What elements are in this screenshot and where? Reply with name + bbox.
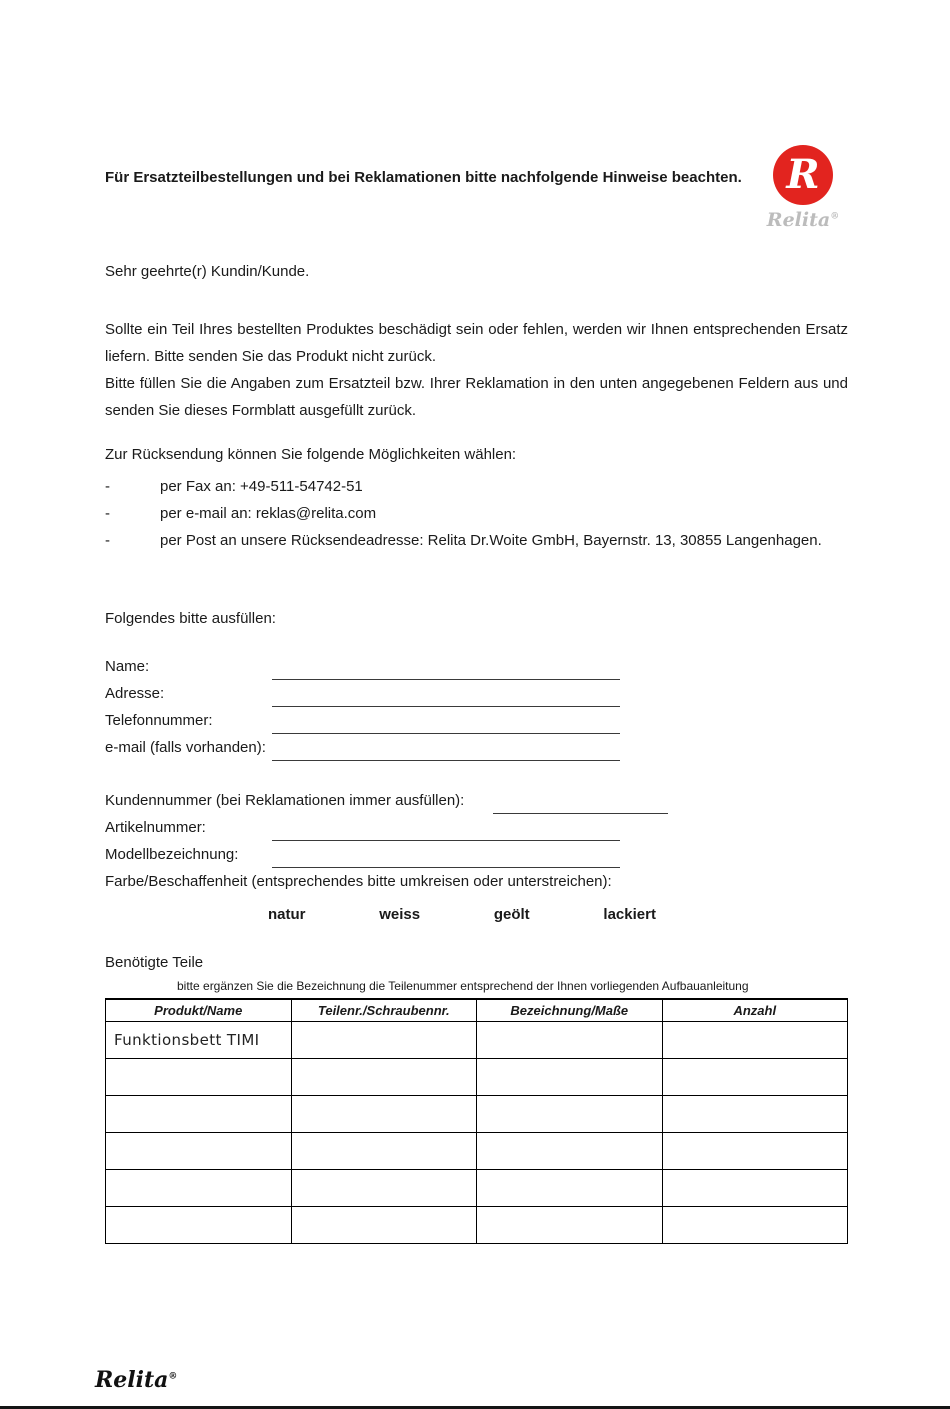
column-header-product: Produkt/Name bbox=[106, 999, 292, 1022]
order-fields bbox=[105, 787, 848, 928]
table-cell[interactable] bbox=[662, 1170, 848, 1207]
table-cell[interactable] bbox=[291, 1207, 477, 1244]
table-cell[interactable] bbox=[291, 1096, 477, 1133]
table-cell[interactable] bbox=[477, 1022, 663, 1059]
post-option-text: per Post an unsere Rücksendeadresse: Relita Dr.Woite GmbH, Bayernstr. 13, 30855 Langenhagen. bbox=[160, 532, 822, 549]
parts-table-header bbox=[106, 999, 848, 1022]
name-field[interactable] bbox=[272, 660, 620, 680]
footer-registered-mark: ® bbox=[168, 1371, 178, 1382]
personal-fields bbox=[105, 653, 848, 761]
color-finish-label: Farbe/Beschaffenheit (entsprechendes bitte umkreisen oder unterstreichen): bbox=[105, 873, 612, 890]
return-options-list bbox=[105, 473, 848, 554]
table-cell[interactable] bbox=[662, 1059, 848, 1096]
parts-table bbox=[105, 998, 848, 1244]
list-item-post bbox=[105, 527, 848, 554]
table-cell[interactable] bbox=[106, 1170, 292, 1207]
phone-label: Telefonnummer: bbox=[105, 712, 213, 729]
address-field[interactable] bbox=[272, 687, 620, 707]
table-row bbox=[106, 1022, 848, 1059]
table-cell[interactable] bbox=[291, 1170, 477, 1207]
relita-logo bbox=[758, 145, 848, 231]
table-row bbox=[106, 1059, 848, 1096]
field-row-name bbox=[105, 653, 848, 680]
column-header-quantity: Anzahl bbox=[662, 999, 848, 1022]
color-option-geoelt[interactable]: geölt bbox=[493, 906, 530, 923]
table-cell[interactable] bbox=[477, 1170, 663, 1207]
table-cell[interactable] bbox=[291, 1133, 477, 1170]
table-cell[interactable] bbox=[477, 1096, 663, 1133]
table-cell[interactable] bbox=[291, 1059, 477, 1096]
name-label: Name: bbox=[105, 658, 150, 675]
phone-field[interactable] bbox=[272, 714, 620, 734]
table-row bbox=[106, 1096, 848, 1133]
parts-section-title: Benötigte Teile bbox=[105, 954, 204, 971]
list-bullet: - bbox=[105, 532, 110, 549]
field-row-address bbox=[105, 680, 848, 707]
relita-logo-icon: R bbox=[773, 145, 833, 205]
model-label: Modellbezeichnung: bbox=[105, 846, 239, 863]
table-cell[interactable] bbox=[477, 1207, 663, 1244]
color-option-lackiert[interactable]: lackiert bbox=[603, 906, 656, 923]
page-title: Für Ersatzteilbestellungen und bei Reklamationen bitte nachfolgende Hinweise beachten. bbox=[105, 169, 742, 186]
color-option-natur[interactable]: natur bbox=[268, 906, 306, 923]
table-cell[interactable] bbox=[477, 1133, 663, 1170]
table-cell[interactable] bbox=[662, 1022, 848, 1059]
email-option-text: per e-mail an: reklas@relita.com bbox=[160, 505, 377, 522]
email-label: e-mail (falls vorhanden): bbox=[105, 739, 266, 756]
customer-number-field[interactable] bbox=[493, 794, 668, 814]
email-field[interactable] bbox=[272, 741, 620, 761]
column-header-description: Bezeichnung/Maße bbox=[477, 999, 663, 1022]
table-cell[interactable] bbox=[662, 1096, 848, 1133]
article-number-label: Artikelnummer: bbox=[105, 819, 206, 836]
color-options bbox=[268, 901, 656, 928]
intro-paragraph-1: Sollte ein Teil Ihres bestellten Produktes beschädigt sein oder fehlen, werden wir Ihnen entsprechenden Ersatz liefern. Bitte senden Sie das Produkt nicht zurück. bbox=[105, 321, 848, 365]
fill-section-intro: Folgendes bitte ausfüllen: bbox=[105, 610, 276, 627]
table-cell[interactable] bbox=[662, 1207, 848, 1244]
registered-mark: ® bbox=[830, 211, 840, 222]
footer-relita-wordmark bbox=[95, 1367, 177, 1393]
table-cell[interactable] bbox=[662, 1133, 848, 1170]
header-row bbox=[106, 999, 848, 1022]
salutation: Sehr geehrte(r) Kundin/Kunde. bbox=[105, 263, 310, 280]
table-cell-product[interactable]: Funktionsbett TIMI bbox=[106, 1022, 292, 1059]
address-label: Adresse: bbox=[105, 685, 165, 702]
model-field[interactable] bbox=[272, 848, 620, 868]
logo-brand-text: Relita bbox=[766, 209, 831, 231]
field-row-customer-number bbox=[105, 787, 848, 814]
list-item-fax bbox=[105, 473, 848, 500]
table-cell[interactable] bbox=[477, 1059, 663, 1096]
field-row-article-number bbox=[105, 814, 848, 841]
table-cell[interactable] bbox=[106, 1096, 292, 1133]
list-bullet: - bbox=[105, 478, 110, 495]
field-row-model bbox=[105, 841, 848, 868]
list-item-email bbox=[105, 500, 848, 527]
table-cell[interactable] bbox=[106, 1207, 292, 1244]
article-number-field[interactable] bbox=[272, 821, 620, 841]
table-cell[interactable] bbox=[291, 1022, 477, 1059]
table-row bbox=[106, 1170, 848, 1207]
intro-paragraph-2: Bitte füllen Sie die Angaben zum Ersatzteil bzw. Ihrer Reklamation in den unten angegebenen Feldern aus und senden Sie dieses Formblatt ausgefüllt zurück. bbox=[105, 375, 848, 419]
return-options-intro: Zur Rücksendung können Sie folgende Möglichkeiten wählen: bbox=[105, 446, 517, 463]
table-row bbox=[106, 1133, 848, 1170]
customer-number-label: Kundennummer (bei Reklamationen immer ausfüllen): bbox=[105, 792, 465, 809]
field-row-email bbox=[105, 734, 848, 761]
table-cell[interactable] bbox=[106, 1059, 292, 1096]
table-row bbox=[106, 1207, 848, 1244]
parts-table-body bbox=[106, 1022, 848, 1244]
list-bullet: - bbox=[105, 505, 110, 522]
fax-option-text: per Fax an: +49-511-54742-51 bbox=[160, 478, 363, 495]
header bbox=[105, 145, 848, 231]
column-header-part-number: Teilenr./Schraubennr. bbox=[291, 999, 477, 1022]
color-option-weiss[interactable]: weiss bbox=[379, 906, 421, 923]
field-row-phone bbox=[105, 707, 848, 734]
footer-brand-text: Relita bbox=[95, 1367, 169, 1393]
relita-logo-wordmark bbox=[758, 209, 848, 231]
parts-section-hint: bitte ergänzen Sie die Bezeichnung die Teilenummer entsprechend der Ihnen vorliegenden Aufbauanleitung bbox=[177, 979, 749, 993]
table-cell[interactable] bbox=[106, 1133, 292, 1170]
